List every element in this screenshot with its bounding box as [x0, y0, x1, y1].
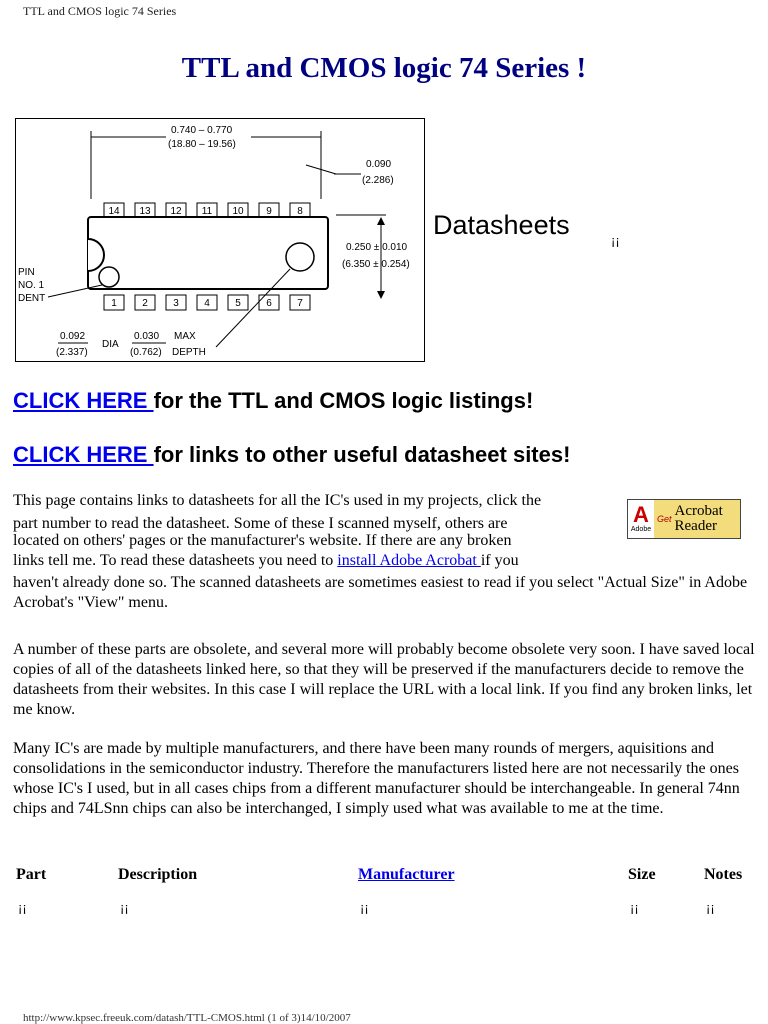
- top-pin-label: 9: [266, 206, 272, 217]
- col-header-part: Part: [16, 866, 47, 883]
- table-cell: ¡¡: [706, 900, 715, 915]
- col-header-size: Size: [628, 866, 656, 883]
- intro-paragraph: [13, 491, 755, 613]
- dim-depth-mm: (0.762): [130, 347, 162, 358]
- manufacturers-paragraph: Many IC's are made by multiple manufacturers, and there have been many rounds of mergers, aquisitions and consolidations in the semiconductor industry. Therefore the manufacturers listed here are not necessarily the ones whose IC's I used, but in all cases chips from a different manufacturer should be interchangeable. In general 74nn chips and 74LSnn chips can also be interchanged, I simply used what was available to me at the time.: [13, 740, 740, 817]
- intro-line-4-pre: links tell me. To read these datasheets you need to: [13, 552, 338, 569]
- useful-sites-link[interactable]: CLICK HERE: [13, 442, 154, 467]
- manufacturer-sort-link[interactable]: Manufacturer: [358, 866, 455, 883]
- adobe-logo-mark: A: [633, 502, 649, 527]
- depth-label: DEPTH: [172, 347, 206, 358]
- acrobat-label-line1: Acrobat: [674, 503, 723, 519]
- top-pin-label: 12: [170, 206, 182, 217]
- table-cell: ¡¡: [120, 900, 129, 915]
- bottom-pin-row: [104, 295, 310, 310]
- col-header-description: Description: [118, 866, 198, 883]
- datasheets-heading: Datasheets: [433, 210, 570, 240]
- intro-line-2: part number to read the datasheet. Some of these I scanned myself, others are: [13, 515, 508, 532]
- top-pin-label: 10: [232, 206, 244, 217]
- table-cell: ¡¡: [18, 900, 27, 915]
- col-header-manufacturer: [358, 866, 455, 884]
- pin-ident-line2: NO. 1: [18, 280, 45, 291]
- pin-ident-line1: PIN: [18, 267, 35, 278]
- dim-dia: 0.092: [60, 331, 86, 342]
- useful-sites-text: for links to other useful datasheet sites!: [153, 442, 571, 467]
- adobe-brand-label: Adobe: [630, 526, 652, 533]
- intro-line-4: [13, 549, 755, 573]
- useful-sites-line: [13, 442, 570, 468]
- bottom-pin-label: 7: [297, 298, 303, 309]
- dim-length-mm: (18.80 – 19.56): [168, 139, 236, 150]
- print-footer: http://www.kpsec.freeuk.com/datash/TTL-CMOS.html (1 of 3)14/10/2007: [23, 1012, 351, 1024]
- top-pin-label: 11: [201, 206, 213, 217]
- logic-listings-line: [13, 388, 533, 414]
- dia-label: DIA: [102, 339, 119, 350]
- dim-dia-mm: (2.337): [56, 347, 88, 358]
- install-acrobat-link[interactable]: install Adobe Acrobat: [337, 552, 481, 569]
- top-pin-row: [104, 203, 310, 218]
- top-pin-label: 14: [108, 206, 120, 217]
- bottom-pin-label: 2: [142, 298, 148, 309]
- page-title: TTL and CMOS logic 74 Series !: [181, 52, 587, 84]
- logic-listings-link[interactable]: CLICK HERE: [13, 388, 154, 413]
- acrobat-get-label: Get: [657, 514, 672, 524]
- top-pin-label: 8: [297, 206, 303, 217]
- intro-line-3: located on others' pages or the manufacturer's website. If there are any broken: [13, 532, 512, 549]
- print-header: TTL and CMOS logic 74 Series: [23, 4, 177, 18]
- intro-line-4-post: if you: [480, 552, 519, 569]
- dim-depth: 0.030: [134, 331, 160, 342]
- dim-width-mm: (6.350 ± 0.254): [342, 259, 410, 270]
- top-pin-label: 13: [139, 206, 151, 217]
- logic-listings-text: for the TTL and CMOS logic listings!: [153, 388, 534, 413]
- dim-length: 0.740 – 0.770: [171, 125, 233, 136]
- intro-line-5: haven't already done so. The scanned datasheets are sometimes easiest to read if you select "Actual Size" in Adobe Acrobat's "View" menu.: [13, 574, 748, 611]
- acrobat-label-line2: Reader: [674, 518, 717, 534]
- table-cell: ¡¡: [630, 900, 639, 915]
- bottom-pin-label: 4: [204, 298, 210, 309]
- dim-pin-pitch-mm: (2.286): [362, 175, 394, 186]
- dim-width: 0.250 ± 0.010: [346, 242, 408, 253]
- bottom-pin-label: 5: [235, 298, 241, 309]
- bottom-pin-label: 6: [266, 298, 272, 309]
- col-header-notes: Notes: [704, 866, 743, 883]
- datasheets-glyph: ¡¡: [611, 233, 620, 248]
- pin-ident-line3: DENT: [18, 293, 46, 304]
- obsolete-parts-paragraph: A number of these parts are obsolete, and several more will probably become obsolete very soon. I have saved local copies of all of the datasheets linked here, so that they will be preserved if the manufacturers decide to remove the datasheets from their websites. In this case I will replace the URL with a local link. If you find any broken links, let me know.: [13, 641, 755, 718]
- intro-line-1: This page contains links to datasheets for all the IC's used in my projects, click the: [13, 492, 542, 509]
- dip-package-diagram: [15, 118, 425, 362]
- bottom-pin-label: 3: [173, 298, 179, 309]
- bottom-pin-label: 1: [111, 298, 117, 309]
- dim-pin-pitch: 0.090: [366, 159, 392, 170]
- max-label: MAX: [174, 331, 196, 342]
- table-cell: ¡¡: [360, 900, 369, 915]
